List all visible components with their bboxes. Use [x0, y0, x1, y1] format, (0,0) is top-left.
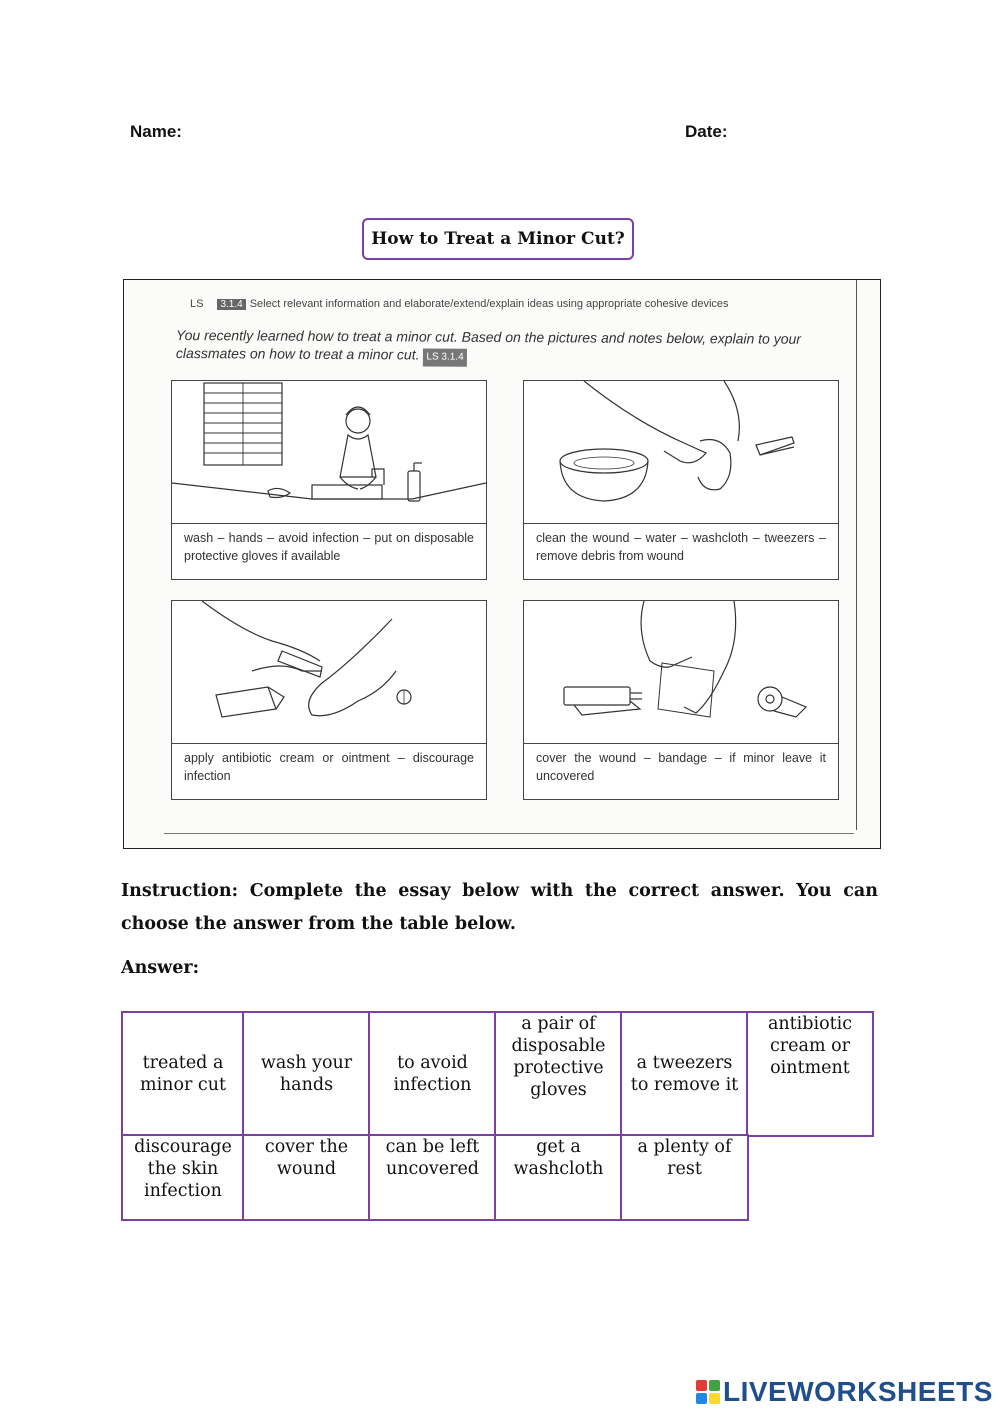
worksheet-title: How to Treat a Minor Cut? — [362, 218, 634, 260]
answer-option[interactable]: cover the wound — [242, 1134, 371, 1221]
cover-wound-illustration — [524, 601, 838, 744]
panel-wash-hands — [171, 380, 487, 580]
prompt-stamp: LS 3.1.4 — [423, 348, 466, 366]
standard-text: Select relevant information and elaborate/extend/explain ideas using appropriate cohesive devices — [249, 298, 729, 310]
wash-hands-illustration — [172, 381, 486, 524]
standard-prefix: LS — [190, 298, 204, 310]
apply-cream-illustration — [172, 601, 486, 744]
answer-option[interactable]: treated a minor cut — [121, 1011, 245, 1137]
answer-label: Answer: — [121, 958, 200, 978]
answer-option[interactable]: a pair of disposable protective gloves — [494, 1011, 623, 1137]
answer-option[interactable]: a tweezers to remove it — [620, 1011, 749, 1137]
answer-option[interactable]: get a washcloth — [494, 1134, 623, 1221]
answer-option[interactable]: antibiotic cream or ointment — [746, 1011, 874, 1137]
name-label: Name: — [130, 122, 182, 141]
page-bottom-line — [164, 833, 854, 834]
answer-option[interactable]: can be left uncovered — [368, 1134, 497, 1221]
date-label: Date: — [685, 122, 728, 141]
answer-option[interactable]: discourage the skin infection — [121, 1134, 245, 1221]
logo-wordmark: LIVEWORKSHEETS — [723, 1376, 993, 1407]
panel-apply-cream — [171, 600, 487, 800]
page-edge-line — [856, 280, 857, 830]
answer-option[interactable]: a plenty of rest — [620, 1134, 749, 1221]
prompt-text: You recently learned how to treat a minor cut. Based on the pictures and notes below, explain to your classmates on how to treat a minor cut. — [175, 326, 802, 363]
panel-note-1: wash – hands – avoid infection – put on disposable protective gloves if available — [184, 531, 474, 563]
panel-clean-wound — [523, 380, 839, 580]
clean-wound-illustration — [524, 381, 838, 524]
scanned-textbook-page — [123, 279, 881, 849]
panel-note-2: clean the wound – water – washcloth – tweezers – remove debris from wound — [536, 531, 826, 563]
panel-note-4: cover the wound – bandage – if minor leave it uncovered — [536, 751, 826, 783]
learning-standard — [190, 298, 729, 310]
answer-option[interactable]: wash your hands — [242, 1011, 371, 1137]
answer-option[interactable]: to avoid infection — [368, 1011, 497, 1137]
task-prompt — [176, 326, 836, 369]
panel-cover-wound — [523, 600, 839, 800]
standard-code: 3.1.4 — [217, 299, 245, 310]
liveworksheets-logo — [696, 1375, 993, 1409]
instruction-text: Instruction: Complete the essay below with the correct answer. You can choose the answer from the table below. — [121, 881, 878, 934]
logo-blocks-icon — [696, 1380, 720, 1404]
panel-note-3: apply antibiotic cream or ointment – discourage infection — [184, 751, 474, 783]
